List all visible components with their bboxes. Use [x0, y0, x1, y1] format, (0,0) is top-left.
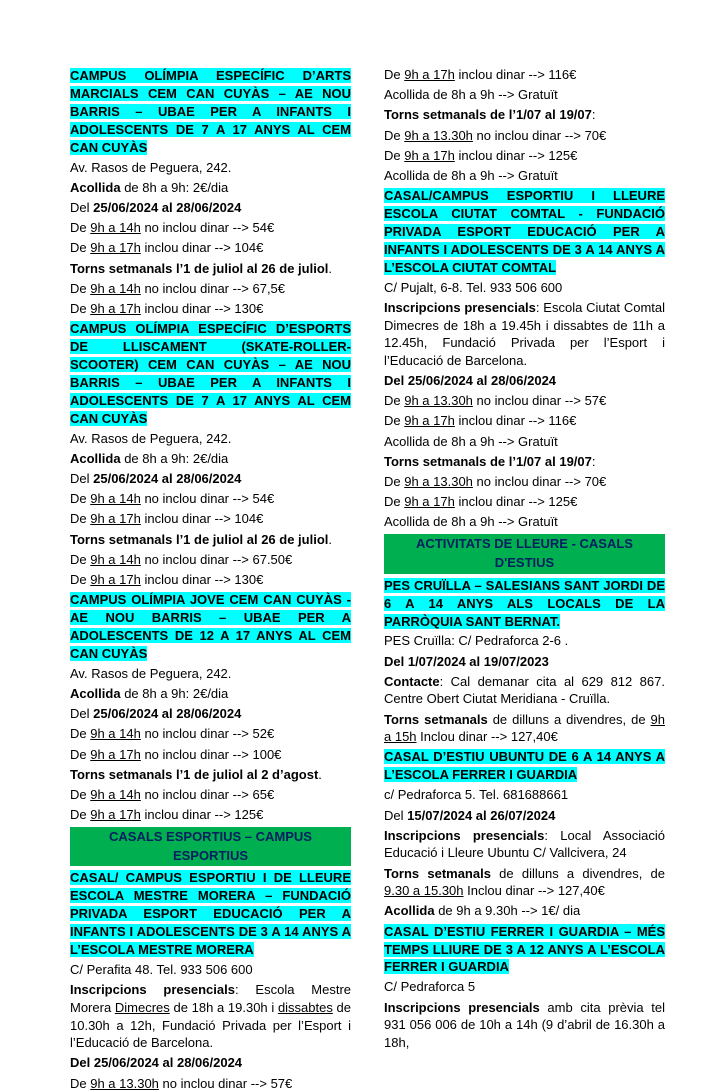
text-segment: Del: [70, 1055, 94, 1071]
text-segment: 15/07/2024 al 26/07/2024: [407, 807, 556, 823]
paragraph: [70, 430, 351, 448]
paragraph: [384, 412, 665, 430]
paragraph: [384, 106, 665, 124]
text-segment: c/ Pedraforca 5. Tel. 681688661: [384, 787, 569, 803]
text-segment: Acollida: [384, 903, 435, 919]
text-segment: inclou dinar --> 125€: [454, 147, 578, 163]
text-segment: Del: [70, 706, 94, 722]
paragraph: [384, 711, 665, 746]
paragraph: [70, 766, 351, 784]
text-segment: De: [70, 551, 91, 567]
paragraph: [384, 902, 665, 920]
text-segment: 9h a 14h: [90, 491, 141, 507]
text-segment: De: [70, 726, 91, 742]
text-segment: 9h a 17h: [404, 494, 455, 510]
paragraph: [70, 746, 351, 764]
paragraph: [70, 806, 351, 824]
paragraph: [70, 470, 351, 488]
text-segment: Av. Rasos de Peguera, 242.: [70, 430, 232, 446]
text-segment: Acollida de 8h a 9h --> Gratuït: [384, 433, 558, 449]
text-segment: no inclou dinar --> 70€: [472, 127, 607, 143]
text-segment: inclou dinar --> 125€: [454, 494, 578, 510]
program-title-text: CAMPUS OLÍMPIA JOVE CEM CAN CUYÀS - AE NOU BARRIS – UBAE PER A ADOLESCENTS DE 12 A 17 ANYS AL CEM CAN CUYÀS: [70, 592, 351, 661]
text-segment: Torns setmanals de l’1/07 al 19/07: [384, 107, 592, 123]
text-segment: no inclou dinar --> 52€: [140, 726, 275, 742]
paragraph: [70, 725, 351, 743]
paragraph: [384, 786, 665, 804]
text-segment: De: [70, 807, 91, 823]
text-segment: Acollida de 8h a 9h --> Gratuït: [384, 167, 558, 183]
text-segment: De: [70, 786, 91, 802]
text-segment: de 10.30h a 12h, Fundació Privada per l’Esport i l’Educació de Barcelona.: [70, 999, 352, 1051]
text-segment: 9h a 13.30h: [90, 1075, 159, 1091]
paragraph: [384, 86, 665, 104]
paragraph: [384, 392, 665, 410]
paragraph: [384, 632, 665, 650]
program-title-text: CASAL/ CAMPUS ESPORTIU I DE LLEURE ESCOLA MESTRE MORERA – FUNDACIÓ PRIVADA ESPORT EDUCACIÓ PER A INFANTS I ADOLESCENTS DE 3 A 14 ANYS A L’ESCOLA MESTRE MORERA: [70, 870, 351, 958]
text-segment: no inclou dinar --> 100€: [140, 746, 282, 762]
paragraph: [384, 453, 665, 471]
text-segment: 25/06/2024 al 28/06/2024: [93, 471, 242, 487]
text-segment: De: [70, 571, 91, 587]
program-title-text: CAMPUS OLÍMPIA ESPECÍFIC D’ESPORTS DE LLISCAMENT (SKATE-ROLLER-SCOOTER) CEM CAN CUYÀS – AE NOU BARRIS – UBAE PER A INFANTS I ADOLESCENTS DE 7 A 17 ANYS AL CEM CAN CUYÀS: [70, 321, 351, 426]
text-segment: Acollida de 8h a 9h --> Gratuït: [384, 514, 558, 530]
paragraph: [384, 433, 665, 451]
text-segment: de 8h a 9h: 2€/dia: [120, 450, 229, 466]
text-segment: no inclou dinar --> 67,5€: [140, 280, 286, 296]
text-segment: 9h a 14h: [90, 280, 141, 296]
text-segment: Acollida: [70, 179, 121, 195]
text-segment: Dimecres: [114, 999, 170, 1015]
text-segment: 9h a 17h: [90, 746, 141, 762]
paragraph: [384, 299, 665, 370]
paragraph: [70, 490, 351, 508]
text-segment: inclou dinar --> 125€: [140, 807, 264, 823]
text-segment: Acollida: [70, 685, 121, 701]
paragraph: [384, 167, 665, 185]
left-column: [70, 66, 352, 1091]
text-segment: De: [384, 127, 405, 143]
text-segment: Inscripcions presencials: [384, 827, 545, 843]
text-segment: C/ Pedraforca 5: [384, 979, 476, 995]
paragraph: [70, 450, 351, 468]
text-segment: De: [70, 1075, 91, 1091]
text-segment: De: [384, 494, 405, 510]
paragraph: [384, 827, 665, 862]
paragraph: [70, 1075, 351, 1092]
program-title: [70, 67, 351, 157]
right-column: [384, 66, 666, 1050]
text-segment: De: [70, 491, 91, 507]
text-segment: 9h a 17h: [90, 807, 141, 823]
text-segment: Del: [384, 807, 408, 823]
text-segment: Del: [70, 200, 94, 216]
text-segment: C/ Pujalt, 6-8. Tel. 933 506 600: [384, 279, 563, 295]
text-segment: 9h a 17h: [404, 147, 455, 163]
text-segment: De: [70, 511, 91, 527]
paragraph: [70, 280, 351, 298]
program-title-text: CAMPUS OLÍMPIA ESPECÍFIC D’ARTS MARCIALS CEM CAN CUYÀS – AE NOU BARRIS – UBAE PER A INFANTS I ADOLESCENTS DE 7 A 17 ANYS AL CEM CAN CUYÀS: [70, 68, 351, 155]
paragraph: [384, 673, 665, 708]
text-segment: De: [70, 240, 91, 256]
paragraph: [70, 239, 351, 257]
text-segment: Del 1/07/2024 al 19/07/2023: [384, 653, 549, 669]
paragraph: [384, 493, 665, 511]
text-segment: : Local Associació Educació i Lleure Ubuntu C/ Vallcivera, 24: [384, 827, 665, 861]
paragraph: [384, 999, 665, 1052]
text-segment: Acollida: [70, 450, 121, 466]
text-segment: .: [318, 766, 322, 782]
text-segment: no inclou dinar --> 54€: [140, 491, 275, 507]
program-title: [384, 923, 665, 977]
text-segment: de 9h a 9.30h --> 1€/ dia: [434, 903, 581, 919]
text-segment: inclou dinar --> 116€: [454, 413, 577, 429]
text-segment: 9h a 13.30h: [404, 393, 473, 409]
text-segment: : Escola Mestre Morera: [70, 982, 352, 1015]
text-segment: Torns setmanals: [384, 711, 488, 727]
text-segment: 9h a 14h: [90, 726, 141, 742]
paragraph: [384, 653, 665, 671]
paragraph: [70, 159, 351, 177]
text-segment: inclou dinar --> 130€: [140, 300, 264, 316]
text-segment: 9h a 17h: [90, 300, 141, 316]
program-title-text: CASAL D’ESTIU UBUNTU DE 6 A 14 ANYS A L’ESCOLA FERRER I GUARDIA: [384, 749, 665, 783]
paragraph: [384, 127, 665, 145]
text-segment: 25/06/2024 al 28/06/2024: [93, 706, 242, 722]
text-segment: 9h a 13.30h: [404, 127, 473, 143]
text-segment: : Escola Ciutat Comtal Dimecres de 18h a 19.45h i dissabtes de 11h a 12.45h, Fundació Privada per l’Esport i l’Educació de Barcelona.: [384, 299, 666, 368]
text-segment: de dilluns a divendres, de: [487, 711, 651, 727]
text-segment: Inclou dinar --> 127,40€: [416, 729, 558, 745]
text-segment: De: [384, 393, 405, 409]
section-header: CASALS ESPORTIUS – CAMPUS ESPORTIUS: [70, 827, 351, 867]
paragraph: [384, 865, 665, 900]
program-title-text: CASAL D’ESTIU FERRER I GUARDIA – MÉS TEMPS LLIURE DE 3 A 12 ANYS A L’ESCOLA FERRER I GUARDIA: [384, 923, 665, 975]
text-segment: De: [70, 280, 91, 296]
paragraph: [384, 147, 665, 165]
text-segment: De: [70, 746, 91, 762]
paragraph: [70, 219, 351, 237]
paragraph: [70, 1054, 351, 1072]
paragraph: [70, 786, 351, 804]
text-segment: Inscripcions presencials: [384, 999, 540, 1015]
text-segment: inclou dinar --> 104€: [140, 240, 264, 256]
text-segment: de 8h a 9h: 2€/dia: [120, 685, 229, 701]
text-segment: Av. Rasos de Peguera, 242.: [70, 159, 232, 175]
text-segment: C/ Perafita 48. Tel. 933 506 600: [70, 962, 253, 978]
paragraph: [384, 279, 665, 297]
text-segment: De: [384, 147, 405, 163]
paragraph: [70, 199, 351, 217]
paragraph: [70, 551, 351, 569]
section-header: ACTIVITATS DE LLEURE - CASALS D'ESTIUS: [384, 534, 665, 574]
text-segment: .: [328, 260, 333, 276]
paragraph: [70, 981, 351, 1052]
program-title: [384, 187, 665, 277]
program-title: [384, 748, 665, 784]
text-segment: Del: [70, 471, 94, 487]
text-segment: 9h a 14h: [90, 786, 141, 802]
program-title-text: PES CRUÏLLA – SALESIANS SANT JORDI DE 6 A 14 ANYS ALS LOCALS DE LA PARRÒQUIA SANT BERNAT.: [384, 577, 665, 629]
paragraph: [384, 473, 665, 491]
text-segment: Inscripcions presencials: [70, 982, 235, 998]
text-segment: 9h a 14h: [90, 220, 141, 236]
text-segment: Acollida de 8h a 9h --> Gratuït: [384, 87, 558, 103]
text-segment: 9h a 17h: [90, 571, 141, 587]
text-segment: inclou dinar --> 130€: [140, 571, 264, 587]
paragraph: [70, 179, 351, 197]
text-segment: De: [384, 473, 405, 489]
text-segment: PES Cruïlla: C/ Pedraforca 2-6 .: [384, 633, 569, 649]
paragraph: [70, 665, 351, 683]
text-segment: De: [70, 300, 91, 316]
paragraph: [384, 372, 665, 390]
paragraph: [384, 807, 665, 825]
text-segment: Torns setmanals de l’1/07 al 19/07: [384, 453, 592, 469]
text-segment: De: [384, 413, 405, 429]
paragraph: [70, 510, 351, 528]
paragraph: [70, 571, 351, 589]
paragraph: [70, 705, 351, 723]
paragraph: [70, 300, 351, 318]
text-segment: amb cita prèvia tel 931 056 006 de 10h a 14h (9 d’abril de 16.30h a 18h,: [384, 999, 665, 1050]
text-segment: inclou dinar --> 116€: [454, 67, 577, 82]
text-segment: no inclou dinar --> 67.50€: [140, 551, 293, 567]
text-segment: Inscripcions presencials: [384, 299, 536, 315]
text-segment: Del 25/06/2024 al 28/06/2024: [384, 373, 557, 389]
text-segment: De: [70, 220, 91, 236]
text-segment: :: [591, 453, 596, 469]
text-segment: Torns setmanals l’1 de juliol al 26 de juliol: [70, 531, 329, 547]
text-segment: .: [328, 531, 333, 547]
text-segment: de 8h a 9h: 2€/dia: [120, 179, 229, 195]
text-segment: de dilluns a divendres, de: [490, 865, 665, 881]
program-title: [70, 320, 351, 428]
paragraph: [384, 513, 665, 531]
text-segment: Av. Rasos de Peguera, 242.: [70, 665, 232, 681]
text-segment: 25/06/2024 al 28/06/2024: [93, 1055, 243, 1071]
text-segment: 9h a 13.30h: [404, 473, 473, 489]
text-segment: 9h a 17h: [90, 240, 141, 256]
text-segment: no inclou dinar --> 57€: [472, 393, 607, 409]
text-segment: Inclou dinar --> 127,40€: [463, 883, 605, 899]
text-segment: de 18h a 19.30h i: [169, 999, 278, 1015]
text-segment: dissabtes: [277, 999, 333, 1015]
text-segment: no inclou dinar --> 70€: [472, 473, 607, 489]
program-title: [70, 591, 351, 663]
program-title: [70, 869, 351, 959]
text-segment: 9h a 17h: [90, 511, 141, 527]
text-segment: Contacte: [384, 673, 440, 689]
text-segment: no inclou dinar --> 65€: [140, 786, 275, 802]
text-segment: :: [591, 107, 596, 123]
text-segment: Torns setmanals l’1 de juliol al 2 d’agost: [70, 766, 319, 782]
program-title: [384, 577, 665, 631]
text-segment: inclou dinar --> 104€: [140, 511, 264, 527]
paragraph: [70, 531, 351, 549]
text-segment: Torns setmanals l’1 de juliol al 26 de juliol: [70, 260, 329, 276]
text-segment: 9h a 15h: [384, 711, 665, 745]
paragraph: [384, 66, 665, 84]
text-segment: 9h a 14h: [90, 551, 141, 567]
text-segment: Torns setmanals: [384, 865, 491, 881]
text-segment: De: [384, 67, 405, 82]
text-segment: no inclou dinar --> 54€: [140, 220, 275, 236]
paragraph: [70, 685, 351, 703]
paragraph: [70, 961, 351, 979]
paragraph: [384, 978, 665, 996]
text-segment: no inclou dinar --> 57€: [158, 1075, 293, 1091]
text-segment: 9.30 a 15.30h: [384, 883, 464, 899]
paragraph: [70, 260, 351, 278]
text-segment: 25/06/2024 al 28/06/2024: [93, 200, 242, 216]
text-segment: : Cal demanar cita al 629 812 867. Centre Obert Ciutat Meridiana - Cruïlla.: [384, 673, 665, 707]
program-title-text: CASAL/CAMPUS ESPORTIU I LLEURE ESCOLA CIUTAT COMTAL - FUNDACIÓ PRIVADA ESPORT EDUCACIÓ PER A INFANTS I ADOLESCENTS DE 3 A 14 ANYS A L’ESCOLA CIUTAT COMTAL: [384, 188, 665, 275]
text-segment: 9h a 17h: [404, 413, 455, 429]
text-segment: 9h a 17h: [404, 67, 455, 82]
